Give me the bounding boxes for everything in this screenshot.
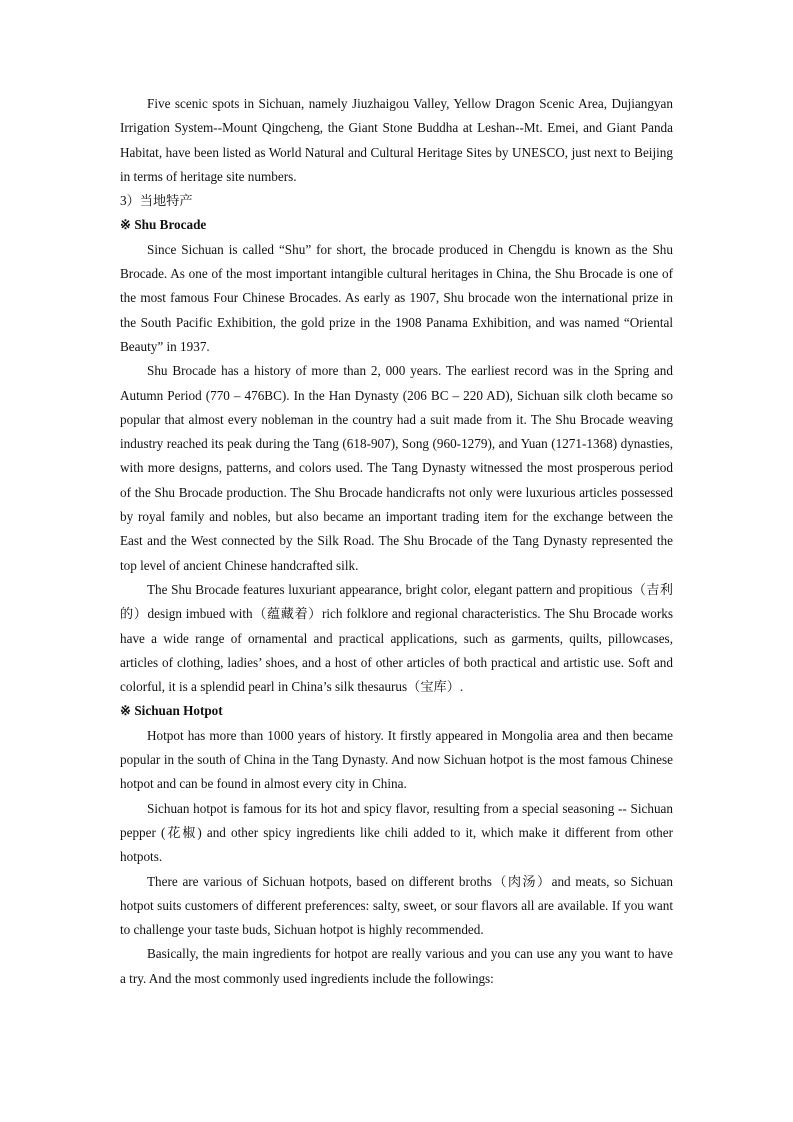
paragraph-hotpot-ingredients: Basically, the main ingredients for hotpot are really various and you can use any you want to have a try. And the most commonly used ingredients include the followings: <box>120 946 673 986</box>
paragraph-heritage-sites: Five scenic spots in Sichuan, namely Jiuzhaigou Valley, Yellow Dragon Scenic Area, Dujiangyan Irrigation System--Mount Qingcheng, the Giant Stone Buddha at Leshan--Mt. Emei, and Giant Panda Habitat, have been listed as World Natural and Cultural Heritage Sites by UNESCO, just next to Beijing in terms of heritage site numbers. <box>120 96 673 184</box>
paragraph-hotpot-history: Hotpot has more than 1000 years of history. It firstly appeared in Mongolia area and then became popular in the south of China in the Tang Dynasty. And now Sichuan hotpot is the most famous Chinese hotpot and can be found in almost every city in China. <box>120 727 673 792</box>
paragraph-hotpot-flavor: Sichuan hotpot is famous for its hot and spicy flavor, resulting from a special seasoning -- Sichuan pepper (花椒) and other spicy ingredients like chili added to it, which make it different from other hotpots. <box>120 800 673 865</box>
heading-sichuan-hotpot: ※ Sichuan Hotpot <box>120 703 223 719</box>
heading-shu-brocade: ※ Shu Brocade <box>120 217 207 233</box>
paragraph-brocade-intro: Since Sichuan is called “Shu” for short, the brocade produced in Chengdu is known as the Shu Brocade. As one of the most important intangible cultural heritages in China, the Shu Brocade is one of the most famous Four Chinese Brocades. As early as 1907, Shu brocade won the international prize in the South Pacific Exhibition, the gold prize in the 1908 Panama Exhibition, and was named “Oriental Beauty” in 1937. <box>120 241 673 354</box>
paragraph-hotpot-varieties: There are various of Sichuan hotpots, based on different broths（肉汤）and meats, so Sichuan hotpot suits customers of different preferences: salty, sweet, or sour flavors all are available. If you want to challenge your taste buds, Sichuan hotpot is highly recommended. <box>120 873 673 938</box>
section-local-specialties: 3）当地特产 <box>120 193 193 209</box>
paragraph-brocade-history: Shu Brocade has a history of more than 2, 000 years. The earliest record was in the Spring and Autumn Period (770 – 476BC). In the Han Dynasty (206 BC – 220 AD), Sichuan silk cloth became so popular that almost every nobleman in the country had a suit made from it. The Shu Brocade weaving industry reached its peak during the Tang (618-907), Song (960-1279), and Yuan (1271-1368) dynasties, with more designs, patterns, and colors used. The Tang Dynasty witnessed the most prosperous period of the Shu Brocade production. The Shu Brocade handicrafts not only were luxurious articles possessed by royal family and nobles, but also became an important trading item for the exchange between the East and the West connected by the Silk Road. The Shu Brocade of the Tang Dynasty represented the top level of ancient Chinese handcrafted silk. <box>120 363 673 573</box>
paragraph-brocade-features: The Shu Brocade features luxuriant appearance, bright color, elegant pattern and propitious（吉利的）design imbued with（蕴藏着）rich folklore and regional characteristics. The Shu Brocade works have a wide range of ornamental and practical applications, such as garments, quilts, pillowcases, articles of clothing, ladies’ shoes, and a host of other articles of both practical and artistic use. Soft and colorful, it is a splendid pearl in China’s silk thesaurus（宝库）. <box>120 581 673 695</box>
